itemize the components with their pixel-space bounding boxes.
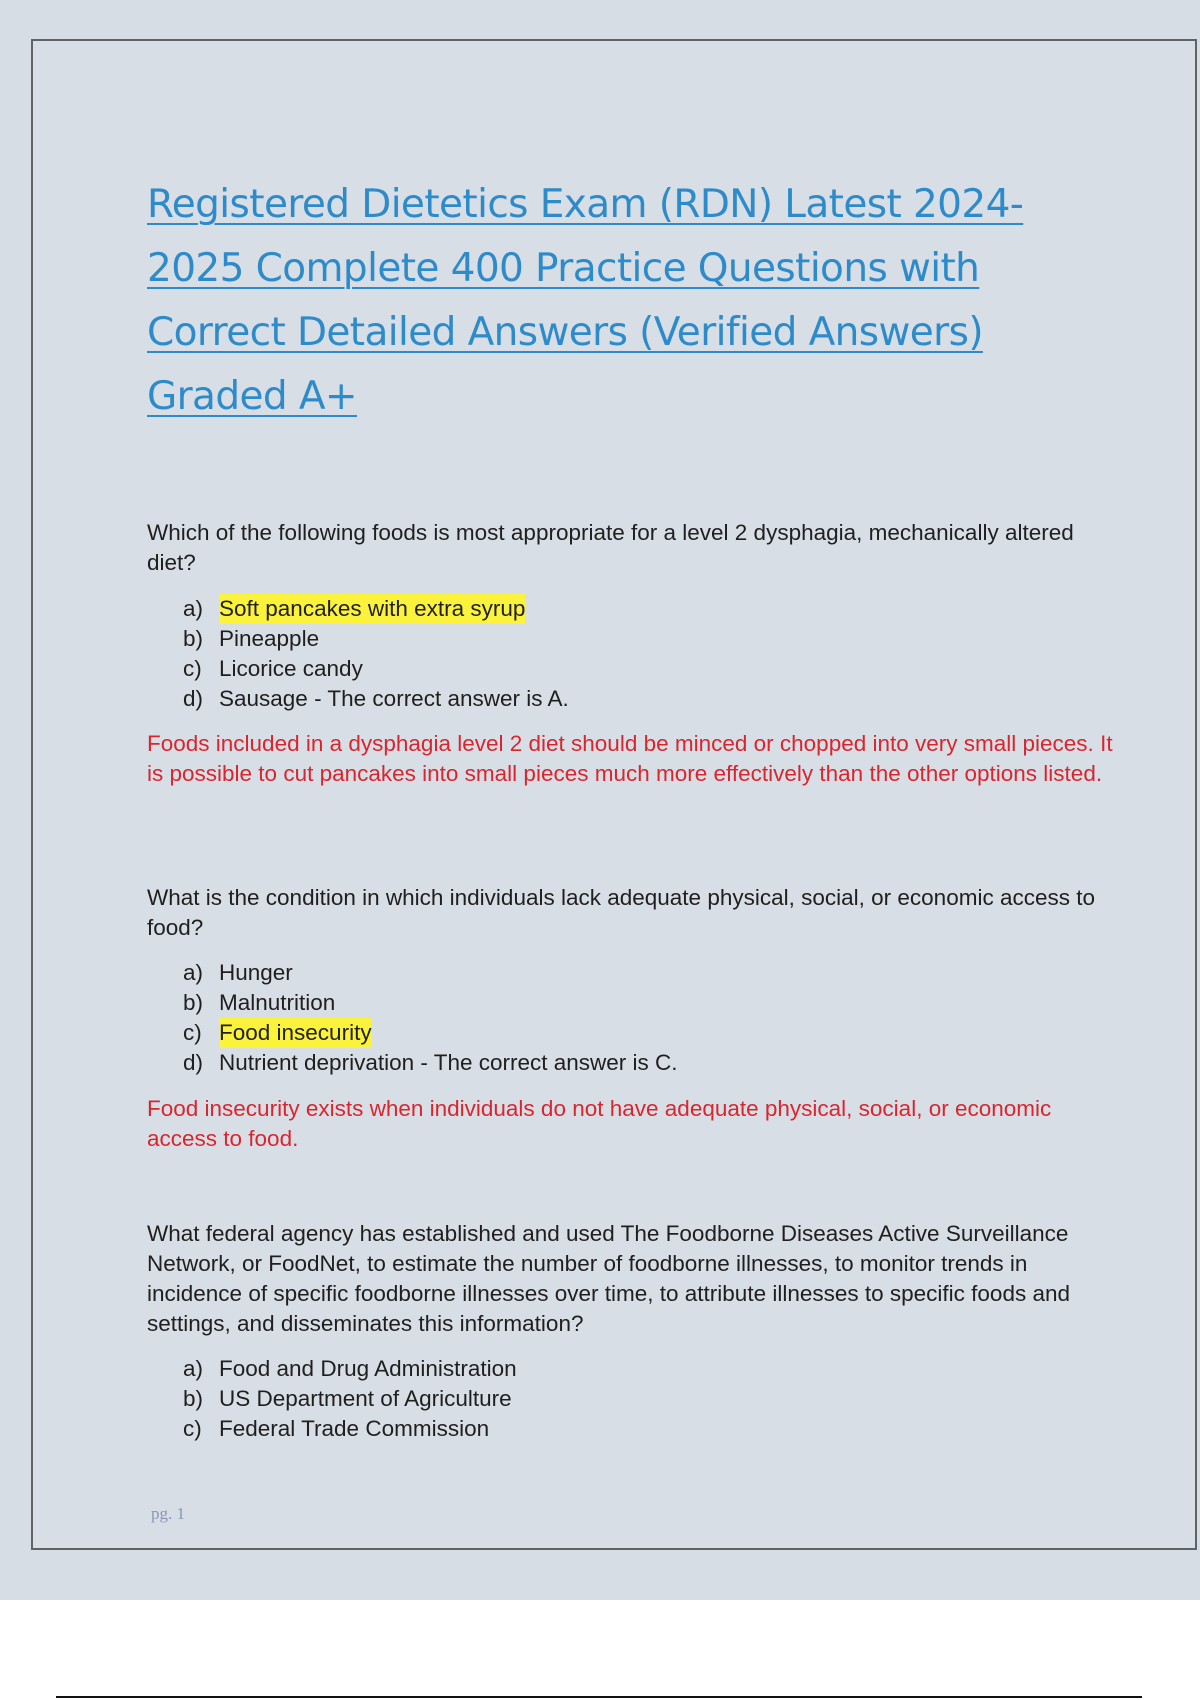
option-letter: a)	[183, 1356, 204, 1381]
page-number: pg. 1	[151, 1504, 185, 1523]
option-item	[183, 958, 678, 988]
option-text: Licorice candy	[219, 656, 363, 681]
option-item	[183, 1384, 517, 1414]
option-text: Nutrient deprivation - The correct answer is C.	[219, 1050, 678, 1075]
option-item	[183, 654, 569, 684]
option-text: Food and Drug Administration	[219, 1356, 517, 1381]
document-title	[147, 173, 1047, 429]
option-item	[183, 1414, 517, 1444]
title-line: Graded A+	[147, 374, 358, 419]
document-page	[31, 39, 1197, 1550]
option-text-correct: Food insecurity	[219, 1018, 372, 1048]
question-1-options	[183, 594, 569, 714]
question-1-explanation: Foods included in a dysphagia level 2 diet should be minced or chopped into very small pieces. It is possible to cut pancakes into small pieces much more effectively than the other options listed.	[147, 731, 1113, 786]
option-item	[183, 1048, 678, 1078]
option-letter: a)	[183, 960, 204, 985]
option-item	[183, 1018, 678, 1048]
option-text: US Department of Agriculture	[219, 1386, 512, 1411]
divider-line	[56, 1696, 1142, 1698]
title-line: 2025 Complete 400 Practice Questions with	[147, 246, 980, 291]
question-3-text: What federal agency has established and used The Foodborne Diseases Active Surveillance Network, or FoodNet, to estimate the number of foodborne illnesses, to monitor trends in incidence of specific foodborne illnesses over time, to attribute illnesses to specific foods and settings, and disseminates this information?	[147, 1221, 1070, 1336]
question-2-options	[183, 958, 678, 1078]
question-2-text: What is the condition in which individuals lack adequate physical, social, or economic access to food?	[147, 885, 1095, 940]
option-text-correct: Soft pancakes with extra syrup	[219, 594, 525, 624]
option-letter: c)	[183, 1416, 202, 1441]
option-text: Malnutrition	[219, 990, 336, 1015]
option-letter: a)	[183, 596, 204, 621]
option-letter: b)	[183, 990, 204, 1015]
option-text: Sausage - The correct answer is A.	[219, 686, 569, 711]
option-letter: b)	[183, 1386, 204, 1411]
option-letter: d)	[183, 1050, 204, 1075]
title-line: Correct Detailed Answers (Verified Answers)	[147, 310, 983, 355]
option-text: Hunger	[219, 960, 293, 985]
option-letter: c)	[183, 656, 202, 681]
option-item	[183, 988, 678, 1018]
option-letter: b)	[183, 626, 204, 651]
option-letter: c)	[183, 1020, 202, 1045]
title-line: Registered Dietetics Exam (RDN) Latest 2024-	[147, 182, 1024, 227]
option-item	[183, 594, 569, 624]
option-item	[183, 1354, 517, 1384]
question-3-options	[183, 1354, 517, 1444]
option-text: Federal Trade Commission	[219, 1416, 490, 1441]
option-letter: d)	[183, 686, 204, 711]
question-2-explanation: Food insecurity exists when individuals do not have adequate physical, social, or economic access to food.	[147, 1096, 1052, 1151]
question-1-text: Which of the following foods is most appropriate for a level 2 dysphagia, mechanically altered diet?	[147, 520, 1074, 575]
option-text: Pineapple	[219, 626, 320, 651]
option-item	[183, 624, 569, 654]
option-item	[183, 684, 569, 714]
